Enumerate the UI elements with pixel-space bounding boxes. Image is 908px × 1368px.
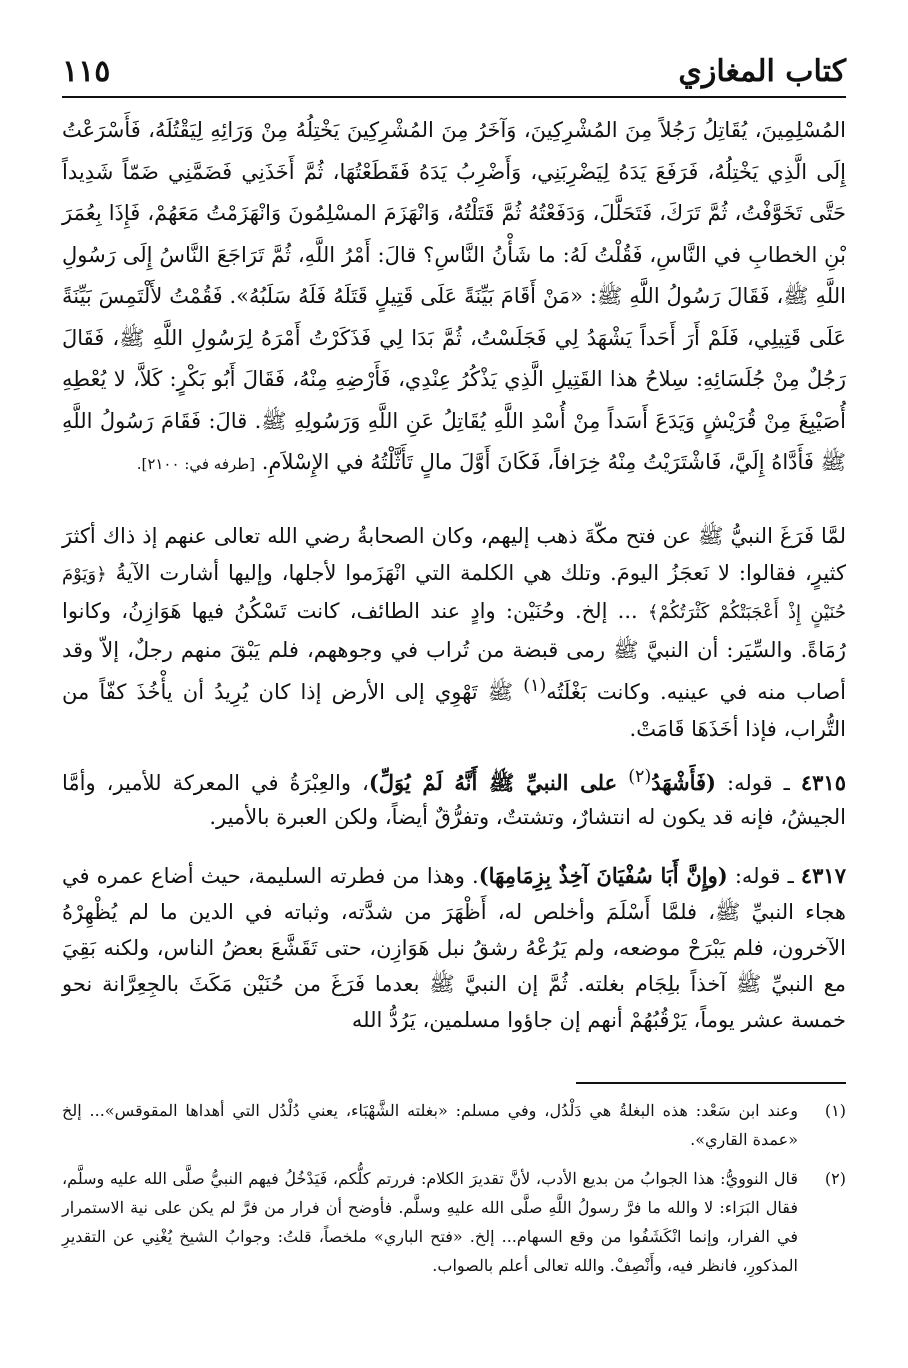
- entry-number: ٤٣١٧: [800, 863, 846, 888]
- entry-quote-open: (فَأَشْهَدُ: [651, 770, 716, 795]
- entry-prefix: ـ قوله:: [734, 864, 794, 888]
- page-header: [62, 50, 846, 98]
- commentary-intro: [62, 518, 846, 747]
- footnotes: [62, 1096, 846, 1290]
- commentary-part-3: ﷺ تَهْوِي إلى الأرض إذا كان يُرِيدُ أن يأْخُذَ كفّاً من التُّراب، فإذا أخَذَهَا قَامَتْ.: [62, 680, 846, 741]
- footnote-number: (١): [824, 1101, 846, 1120]
- footnote-number: (٢): [824, 1169, 846, 1188]
- quranic-verse: ﴿وَيَوْمَ حُنَيْنٍ إِذْ أَعْجَبَتْكُمْ كَثْرَتُكُمْ﴾: [62, 563, 846, 623]
- commentary-part-1: لمَّا فَرَغَ النبيُّ ﷺ عن فتح مكّةَ ذهب إليهم، وكان الصحابةُ رضي الله تعالى عنهم إذ ذاك أكثرَ كثيرٍ، فقالوا: لا نَعجَزُ اليومَ. وتلك هي الكلمة التي انْهَزَموا لأجلها، وإليها أشارت الآيةُ: [62, 524, 846, 585]
- book-title: كتاب المغازي: [678, 54, 846, 89]
- hadith-text-block: [62, 110, 846, 486]
- entry-4315: [62, 760, 846, 834]
- entry-number: ٤٣١٥: [800, 770, 846, 795]
- footnote-rule: [576, 1082, 846, 1084]
- footnote-1: [62, 1096, 846, 1154]
- entry-prefix: ـ قوله:: [727, 771, 790, 795]
- footnote-marker-2[interactable]: (٢): [628, 767, 652, 787]
- footnote-text: وعند ابن سَعْد: هذه البغلةُ هي دَلْدُل، وفي مسلم: «بغلته الشَّهْبَاء، يعني دُلْدُل التي أهداها المقوقس»... إلخ «عمدة القاري».: [62, 1101, 798, 1149]
- entry-quote-close: على النبيِّ ﷺ أَنَّهُ لَمْ يُوَلِّ): [368, 770, 618, 795]
- hadith-reference: [طرفه في: ٢١٠٠].: [136, 455, 256, 473]
- entry-text: . وهذا من فطرته السليمة، حيث أضاع عمره في هجاء النبيِّ ﷺ، فلمَّا أَسْلَمَ وأخلص له، أَظْهَرَ من شدَّته، وثباته في الدين ما لم يُظْهِرْهُ الآخرون، فلم يَبْرَحْ موضعه، ولم يَرُعْهُ رشقُ نبل هَوَازِن، حتى تَقَشَّعَ بعضُ الناس، ولكنه بَقِيَ مع النبيِّ ﷺ آخذاً بلِجَام بغلته. ثُمَّ إن النبيَّ ﷺ بعدما فَرَغَ من حُنَيْن مَكَثَ بالجِعِرَّانة نحو خمسة عشر يوماً، يَرْقُبُهُمْ أنهم إن جاؤوا مسلمين، يَرُدُّ الله: [62, 864, 846, 1032]
- entry-text: ، والعِبْرَةُ في المعركة للأمير، وأمَّا الجيشُ، فإنه قد يكون له انتشارٌ، وتشتتٌ، وتفرُّقٌ أيضاً، ولكن العبرة بالأمير.: [62, 771, 846, 829]
- hadith-text: المُسْلِمِينَ، يُقَاتِلُ رَجُلاً مِنَ المُشْرِكِينَ، وَآخَرُ مِنَ المُشْرِكِينَ يَخْتِلُهُ مِنْ وَرَائِهِ لِيَقْتُلَهُ، فَأَسْرَعْتُ إِلَى الَّذِي يَخْتِلُهُ، فَرَفَعَ يَدَهُ لِيَضْرِبَنِي، وَأَضْرِبُ يَدَهُ فَقَطَعْتُهَا، ثُمَّ أَخَذَنِي فَضَمَّنِي ضَمّاً شَدِيداً حَتَّى تَخَوَّفْتُ، ثُمَّ تَرَكَ، فَتَحَلَّلَ، وَدَفَعْتُهُ ثُمَّ قَتَلْتُهُ، وَانْهَزَمَ المسْلِمُونَ وَانْهَزَمْتُ مَعَهُمْ، فَإِذَا بِعُمَرَ بْنِ الخطابِ في النَّاسِ، فَقُلْتُ لَهُ: ما شَأْنُ النَّاسِ؟ قالَ: أَمْرُ اللَّهِ، ثُمَّ تَرَاجَعَ النَّاسُ إِلَى رَسُولِ اللَّهِ ﷺ، فَقَالَ رَسُولُ اللَّهِ ﷺ: «مَنْ أَقَامَ بَيِّنَةً عَلَى قَتِيلٍ قَتَلَهُ فَلَهُ سَلَبُهُ». فَقُمْتُ لأَلْتَمِسَ بَيِّنَةً عَلَى قَتِيلِي، فَلَمْ أَرَ أَحَداً يَشْهَدُ لِي فَجَلَسْتُ، ثُمَّ بَدَا لِي فَذَكَرْتُ أَمْرَهُ لِرَسُولِ اللَّهِ ﷺ، فَقَالَ رَجُلٌ مِنْ جُلَسَائِهِ: سِلاحُ هذا القَتِيلِ الَّذِي يَذْكُرُ عِنْدِي، فَأَرْضِهِ مِنْهُ، فَقَالَ أَبُو بَكْرٍ: كَلاَّ، لا يُعْطِهِ أُصَيْبِغَ مِنْ قُرَيْشٍ وَيَدَعَ أَسَداً مِنْ أُسْدِ اللَّهِ يُقَاتِلُ عَنِ اللَّهِ وَرَسُولِهِ ﷺ. قالَ: فَقَامَ رَسُولُ اللَّهِ ﷺ فَأَدَّاهُ إِلَيَّ، فَاشْتَرَيْتُ مِنْهُ خِرَافاً، فَكَانَ أَوَّلَ مالٍ تَأَثَّلْتُهُ في الإِسْلاَمِ.: [62, 118, 847, 474]
- page-number: ١١٥: [62, 54, 111, 89]
- header-rule: [62, 96, 846, 98]
- entry-4317: [62, 858, 846, 1038]
- footnote-marker-1[interactable]: (١): [523, 676, 547, 696]
- footnote-text: قال النوويُّ: هذا الجوابُ من بديع الأدب، لأنَّ تقديرَ الكلام: فررتم كلُّكم، فَيَدْخُلُ فيهم النبيُّ صلَّى الله عليه وسلَّم، فقال البَرَاء: لا والله ما فرَّ رسولُ اللَّهِ صلَّى الله عليهِ وسلَّم. فأوضح أن فرار من فرَّ لم يكن على نية الاستمرار في الفرار، وإنما انْكَشَفُوا من وقع السهام... إلخ. «فتح الباري» ملخصاً، قلتُ: وجوابُ الشيخ يُغْنِي عن التقديرِ المذكورِ، فانظر فيه، وأَنْصِفْ. والله تعالى أعلم بالصواب.: [62, 1169, 799, 1275]
- commentary-part-2: ... إلخ. وحُنَيْن: وادٍ عند الطائف، كانت تَسْكُنُ فيها هَوَازِنُ، وكانوا رُمَاةً. والسِّيَر: أن النبيَّ ﷺ رمى قبضة من تُراب في وجوههم، فلم يَبْقَ منهم رجلٌ، إلاّ وقد أصاب منه في عينيه. وكانت بَغْلَتُه: [62, 599, 846, 704]
- footnote-2: [62, 1164, 846, 1280]
- entry-quote: (وإِنَّ أَبَا سُفْيَانَ آخِذٌ بِزِمَامِهَا): [478, 863, 728, 888]
